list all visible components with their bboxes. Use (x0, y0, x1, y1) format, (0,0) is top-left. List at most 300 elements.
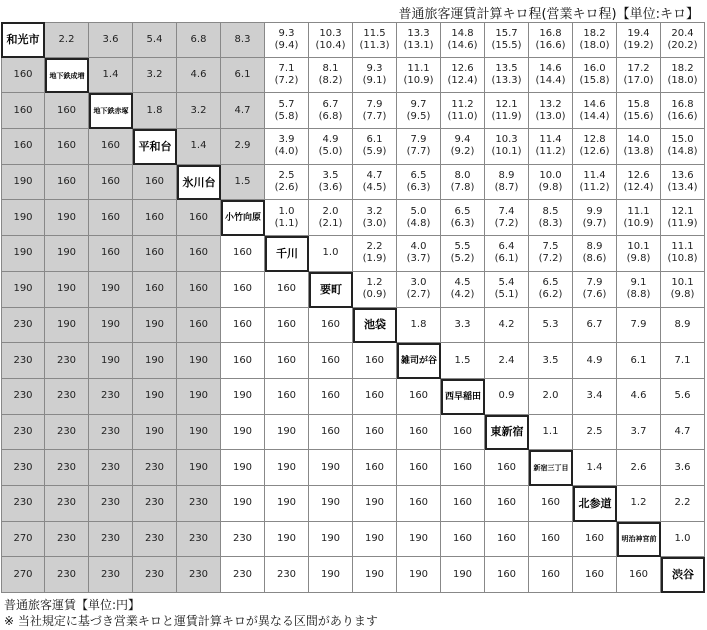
fare-cell (89, 450, 133, 486)
operating-km: (13.3) (491, 75, 522, 87)
fare-distance-table (1, 22, 705, 593)
fare-value: 160 (408, 390, 429, 402)
fare-value: 230 (232, 568, 253, 580)
distance-cell (221, 129, 265, 165)
fare-cell (177, 486, 221, 522)
fare-value: 160 (144, 176, 165, 188)
distance-cell (529, 22, 573, 58)
fare-cell (353, 522, 397, 558)
station-name: 西早稲田 (444, 391, 481, 402)
fare-km: 1.5 (454, 354, 471, 366)
station-name-cell (265, 236, 309, 272)
fare-km: 2.4 (498, 354, 515, 366)
fare-cell (265, 450, 309, 486)
fare-value: 190 (320, 568, 341, 580)
fare-value: 190 (232, 390, 253, 402)
fare-km: 19.4 (627, 27, 650, 39)
distance-cell (353, 22, 397, 58)
distance-cell (617, 200, 661, 236)
fare-cell (89, 236, 133, 272)
fare-cell (45, 236, 89, 272)
fare-cell (309, 415, 353, 451)
operating-km: (8.7) (494, 182, 519, 194)
fare-km: 12.8 (583, 134, 606, 146)
distance-cell (397, 129, 441, 165)
distance-cell (661, 450, 705, 486)
fare-cell (1, 236, 45, 272)
fare-value: 160 (188, 211, 209, 223)
fare-value: 230 (56, 568, 77, 580)
fare-cell (309, 450, 353, 486)
distance-cell (309, 200, 353, 236)
fare-cell (177, 415, 221, 451)
fare-value: 160 (496, 497, 517, 509)
fare-km: 3.6 (102, 33, 119, 45)
fare-cell (309, 557, 353, 593)
fare-cell (441, 522, 485, 558)
distance-cell (617, 236, 661, 272)
fare-km: 1.4 (190, 140, 207, 152)
distance-cell (397, 165, 441, 201)
fare-value: 190 (13, 247, 33, 259)
distance-cell (617, 343, 661, 379)
fare-km: 8.3 (234, 33, 251, 45)
station-name: 雑司が谷 (400, 356, 437, 367)
fare-km: 3.9 (278, 134, 295, 146)
fare-value: 160 (56, 140, 77, 152)
fare-km: 1.8 (146, 104, 163, 116)
fare-cell (1, 272, 45, 308)
fare-km: 9.3 (366, 63, 383, 75)
fare-km: 12.6 (627, 170, 650, 182)
fare-value: 230 (100, 461, 121, 473)
fare-value: 160 (276, 283, 297, 295)
distance-cell (133, 22, 177, 58)
fare-km: 7.9 (366, 98, 383, 110)
distance-cell (617, 450, 661, 486)
fare-km: 1.4 (102, 69, 119, 81)
fare-value: 230 (100, 532, 121, 544)
distance-cell (441, 129, 485, 165)
distance-cell (441, 200, 485, 236)
fare-value: 160 (540, 497, 561, 509)
distance-cell (617, 272, 661, 308)
distance-cell (309, 129, 353, 165)
fare-value: 160 (364, 461, 385, 473)
operating-km: (5.0) (318, 146, 343, 158)
fare-km: 4.7 (674, 425, 691, 437)
fare-value: 190 (232, 425, 253, 437)
distance-cell (353, 129, 397, 165)
operating-km: (17.0) (623, 75, 654, 87)
fare-unit-note: 普通旅客運賃【単位:円】 (4, 598, 141, 612)
operating-km: (7.2) (538, 253, 563, 265)
fare-cell (89, 522, 133, 558)
fare-km: 2.0 (542, 390, 559, 402)
fare-km: 15.7 (495, 27, 518, 39)
fare-cell (89, 557, 133, 593)
fare-km: 10.1 (627, 241, 650, 253)
fare-value: 160 (144, 247, 165, 259)
operating-km: (14.4) (535, 75, 566, 87)
fare-km: 6.7 (586, 318, 603, 330)
fare-cell (265, 486, 309, 522)
distance-cell (529, 165, 573, 201)
operating-km: (13.4) (667, 182, 698, 194)
operating-km: (7.8) (450, 182, 475, 194)
operating-km: (2.7) (406, 289, 431, 301)
fare-cell (89, 379, 133, 415)
fare-value: 160 (496, 461, 517, 473)
station-name-cell (617, 522, 661, 558)
distance-cell (397, 58, 441, 94)
fare-cell (265, 343, 309, 379)
fare-cell (265, 379, 309, 415)
fare-cell (45, 557, 89, 593)
distance-cell (485, 379, 529, 415)
fare-cell (45, 486, 89, 522)
operating-km: (10.4) (315, 39, 346, 51)
fare-km: 0.9 (498, 390, 515, 402)
operating-km: (13.1) (403, 39, 434, 51)
operating-km: (7.7) (362, 110, 387, 122)
fare-cell (133, 343, 177, 379)
operating-km: (6.2) (538, 289, 563, 301)
fare-km: 6.1 (366, 134, 383, 146)
fare-value: 230 (100, 568, 121, 580)
fare-value: 160 (232, 247, 253, 259)
fare-value: 160 (364, 354, 385, 366)
fare-km: 7.9 (586, 277, 603, 289)
fare-value: 190 (320, 532, 341, 544)
fare-cell (89, 308, 133, 344)
distance-cell (441, 22, 485, 58)
station-name-cell (177, 165, 221, 201)
distance-cell (529, 236, 573, 272)
fare-cell (1, 415, 45, 451)
fare-cell (1, 93, 45, 129)
distance-cell (89, 22, 133, 58)
distance-cell (221, 93, 265, 129)
distance-cell (529, 343, 573, 379)
fare-cell (265, 415, 309, 451)
fare-value: 230 (100, 390, 121, 402)
fare-cell (221, 308, 265, 344)
fare-cell (441, 415, 485, 451)
fare-cell (221, 486, 265, 522)
distance-cell (441, 58, 485, 94)
fare-value: 160 (452, 461, 473, 473)
operating-km: (1.1) (274, 217, 299, 229)
operating-km: (15.5) (491, 39, 522, 51)
fare-km: 3.0 (410, 277, 427, 289)
distance-cell (661, 272, 705, 308)
fare-km: 14.0 (627, 134, 650, 146)
fare-value: 160 (188, 283, 209, 295)
fare-km: 3.2 (366, 205, 383, 217)
fare-value: 230 (13, 497, 33, 509)
operating-km: (16.6) (667, 110, 698, 122)
distance-cell (573, 129, 617, 165)
fare-value: 160 (496, 532, 517, 544)
distance-cell (177, 58, 221, 94)
fare-cell (89, 200, 133, 236)
fare-km: 13.6 (671, 170, 694, 182)
fare-value: 190 (100, 318, 121, 330)
fare-value: 160 (188, 247, 209, 259)
fare-km: 2.9 (234, 140, 251, 152)
distance-cell (573, 379, 617, 415)
fare-cell (1, 557, 45, 593)
fare-value: 230 (144, 532, 165, 544)
fare-value: 190 (276, 532, 297, 544)
fare-cell (177, 272, 221, 308)
distance-cell (485, 236, 529, 272)
station-name-cell (45, 58, 89, 94)
distance-cell (485, 343, 529, 379)
station-name: 地下鉄赤塚 (93, 107, 129, 116)
station-name: 新宿三丁目 (533, 464, 569, 473)
distance-cell (177, 129, 221, 165)
fare-value: 160 (100, 176, 121, 188)
distance-cell (529, 415, 573, 451)
distance-cell (133, 58, 177, 94)
fare-cell (353, 379, 397, 415)
distance-cell (529, 379, 573, 415)
fare-cell (1, 58, 45, 94)
fare-value: 230 (56, 390, 77, 402)
distance-cell (617, 93, 661, 129)
fare-cell (353, 343, 397, 379)
distance-cell (661, 343, 705, 379)
fare-cell (309, 486, 353, 522)
fare-value: 230 (232, 532, 253, 544)
fare-km: 5.4 (498, 277, 515, 289)
fare-value: 190 (188, 354, 209, 366)
station-name: 北参道 (578, 496, 612, 510)
distance-cell (573, 415, 617, 451)
distance-cell (617, 415, 661, 451)
fare-km: 14.6 (583, 98, 606, 110)
fare-km: 2.5 (586, 425, 603, 437)
operating-km: (7.7) (406, 146, 431, 158)
fare-km: 10.0 (539, 170, 562, 182)
operating-km: (2.1) (318, 217, 343, 229)
operating-km: (14.6) (447, 39, 478, 51)
station-name-cell (529, 450, 573, 486)
fare-cell (221, 236, 265, 272)
operating-km: (11.9) (667, 217, 698, 229)
fare-cell (133, 236, 177, 272)
fare-cell (397, 450, 441, 486)
fare-km: 1.0 (278, 205, 295, 217)
fare-km: 8.0 (454, 170, 471, 182)
fare-value: 190 (364, 532, 385, 544)
distance-cell (661, 165, 705, 201)
operating-km: (2.6) (274, 182, 299, 194)
fare-value: 230 (13, 318, 33, 330)
distance-cell (617, 58, 661, 94)
fare-km: 1.4 (586, 461, 603, 473)
fare-cell (45, 343, 89, 379)
fare-value: 160 (320, 390, 341, 402)
fare-value: 160 (452, 497, 473, 509)
fare-km: 13.3 (407, 27, 430, 39)
fare-cell (177, 557, 221, 593)
fare-value: 190 (364, 568, 385, 580)
station-name-cell (397, 343, 441, 379)
fare-km: 5.7 (278, 98, 295, 110)
fare-cell (1, 129, 45, 165)
fare-cell (45, 165, 89, 201)
fare-value: 190 (364, 497, 385, 509)
distance-cell (265, 22, 309, 58)
fare-km: 1.2 (366, 277, 383, 289)
distance-cell (661, 522, 705, 558)
fare-km: 14.8 (451, 27, 474, 39)
station-name-cell (573, 486, 617, 522)
fare-km: 7.5 (542, 241, 559, 253)
distance-cell (661, 129, 705, 165)
fare-value: 230 (144, 461, 165, 473)
fare-cell (177, 343, 221, 379)
fare-km: 6.5 (410, 170, 427, 182)
fare-km: 1.5 (234, 176, 251, 188)
fare-cell (1, 450, 45, 486)
fare-value: 190 (188, 461, 209, 473)
operating-km: (18.0) (667, 75, 698, 87)
fare-value: 190 (188, 390, 209, 402)
fare-value: 230 (13, 390, 33, 402)
fare-cell (45, 200, 89, 236)
operating-km: (18.0) (579, 39, 610, 51)
fare-cell (309, 308, 353, 344)
distance-cell (529, 129, 573, 165)
fare-value: 230 (56, 532, 77, 544)
fare-km: 2.5 (278, 170, 295, 182)
fare-km: 8.9 (586, 241, 603, 253)
station-name: 千川 (276, 246, 298, 260)
fare-value: 190 (13, 176, 33, 188)
fare-cell (353, 557, 397, 593)
fare-value: 160 (364, 390, 385, 402)
fare-value: 190 (144, 425, 165, 437)
operating-km: (16.6) (535, 39, 566, 51)
station-name-cell (1, 22, 45, 58)
fare-value: 160 (56, 104, 77, 116)
distance-cell (485, 22, 529, 58)
fare-km: 14.6 (539, 63, 562, 75)
operating-km: (9.1) (362, 75, 387, 87)
operating-km: (0.9) (362, 289, 387, 301)
distance-cell (397, 236, 441, 272)
distance-cell (265, 93, 309, 129)
fare-value: 160 (540, 568, 561, 580)
fare-cell (45, 93, 89, 129)
fare-value: 190 (56, 283, 77, 295)
fare-value: 160 (13, 69, 33, 81)
operating-km: (11.3) (359, 39, 390, 51)
fare-cell (265, 272, 309, 308)
fare-value: 230 (56, 461, 77, 473)
distance-cell (661, 236, 705, 272)
fare-value: 230 (100, 497, 121, 509)
fare-cell (397, 486, 441, 522)
fare-value: 190 (276, 425, 297, 437)
fare-value: 160 (452, 425, 473, 437)
fare-value: 160 (584, 568, 605, 580)
distance-cell (529, 272, 573, 308)
fare-km: 11.1 (407, 63, 430, 75)
distance-cell (441, 308, 485, 344)
station-name: 渋谷 (672, 568, 694, 582)
fare-km: 4.7 (234, 104, 251, 116)
operating-km: (8.3) (538, 217, 563, 229)
fare-cell (353, 486, 397, 522)
operating-km: (10.1) (491, 146, 522, 158)
operating-km: (10.9) (403, 75, 434, 87)
operating-km: (13.0) (535, 110, 566, 122)
fare-cell (485, 522, 529, 558)
operating-km: (11.2) (579, 182, 610, 194)
fare-cell (133, 200, 177, 236)
distance-cell (441, 272, 485, 308)
fare-cell (133, 379, 177, 415)
distance-cell (529, 308, 573, 344)
operating-km: (5.8) (274, 110, 299, 122)
fare-km: 1.1 (542, 425, 559, 437)
operating-km: (9.8) (670, 289, 695, 301)
distance-cell (309, 22, 353, 58)
fare-km: 3.5 (542, 354, 559, 366)
fare-value: 190 (320, 461, 341, 473)
fare-km: 7.1 (674, 354, 691, 366)
distance-cell (573, 58, 617, 94)
distance-cell (397, 93, 441, 129)
fare-km: 7.1 (278, 63, 295, 75)
fare-cell (397, 557, 441, 593)
fare-km: 3.2 (190, 104, 207, 116)
fare-value: 160 (408, 461, 429, 473)
fare-km: 1.0 (322, 247, 339, 259)
operating-km: (3.0) (362, 217, 387, 229)
fare-value: 160 (320, 425, 341, 437)
fare-km: 15.0 (671, 134, 694, 146)
distance-cell (265, 129, 309, 165)
fare-cell (441, 486, 485, 522)
fare-value: 160 (13, 140, 33, 152)
fare-km: 11.1 (671, 241, 694, 253)
distance-cell (661, 200, 705, 236)
fare-value: 160 (276, 318, 297, 330)
fare-cell (133, 415, 177, 451)
fare-value: 270 (13, 568, 33, 580)
operating-km: (15.8) (579, 75, 610, 87)
fare-km: 6.5 (454, 205, 471, 217)
distance-cell (441, 236, 485, 272)
fare-value: 160 (232, 354, 253, 366)
fare-km: 8.5 (542, 205, 559, 217)
fare-value: 160 (13, 104, 33, 116)
fare-value: 230 (144, 497, 165, 509)
fare-km: 13.5 (495, 63, 518, 75)
operating-km: (11.0) (447, 110, 478, 122)
station-name: 池袋 (364, 318, 386, 332)
fare-km: 9.9 (586, 205, 603, 217)
fare-value: 160 (276, 354, 297, 366)
fare-cell (529, 557, 573, 593)
fare-km: 3.4 (586, 390, 603, 402)
